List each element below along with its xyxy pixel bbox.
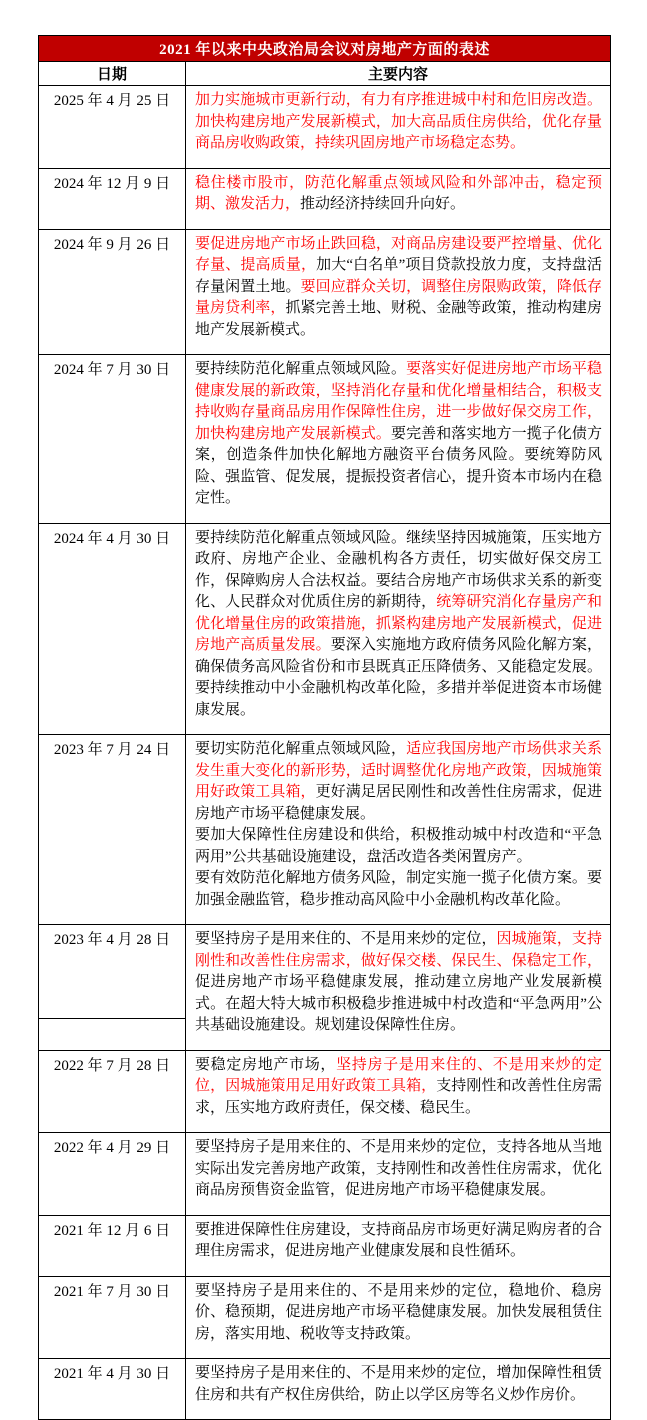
- body-text: 推动经济持续回升向好。: [300, 196, 466, 212]
- content-cell: [186, 355, 611, 524]
- column-header-row: [39, 62, 611, 86]
- content-cell: [186, 523, 611, 735]
- date-cell: 2025 年 4 月 25 日: [39, 86, 186, 169]
- content-cell: [186, 229, 611, 355]
- highlighted-text: 要回应群众关切，调整住房限购政策，降低存量房贷利率，: [195, 278, 602, 316]
- content-paragraph: [195, 1363, 602, 1406]
- content-paragraph: [195, 1220, 602, 1263]
- highlighted-text: 稳住楼市股市，防范化解重点领域风险和外部冲击，稳定预期、激发活力，: [195, 174, 603, 212]
- body-text: 要有效防范化解地方债务风险，制定实施一揽子化债方案。要加强金融监管，稳步推动高风险中小金融机构改革化险。: [195, 870, 603, 908]
- table-row: [39, 86, 611, 169]
- body-text: 要加大保障性住房建设和供给，积极推动城中村改造和“平急两用”公共基础设施建设，盘活改造各类闲置房产。: [195, 827, 603, 865]
- table-row: [39, 1359, 611, 1420]
- table-row: [39, 168, 611, 229]
- content-paragraph: [195, 90, 602, 155]
- date-cell: 2022 年 7 月 28 日: [39, 1050, 186, 1133]
- table-row: [39, 735, 611, 925]
- content-paragraph: [195, 929, 602, 1037]
- table-row: [39, 1133, 611, 1216]
- highlighted-text: 统筹研究消化存量房产和优化增量住房的政策措施，抓紧构建房地产发展新模式，促进房地产高质量发展。: [195, 594, 603, 653]
- content-paragraph: [195, 739, 602, 825]
- content-paragraph: [195, 173, 602, 216]
- body-text: 促进房地产市场平稳健康发展，推动建立房地产业发展新模式。在超大特大城市积极稳步推进城中村改造和“平急两用”公共基础设施建设。规划建设保障性住房。: [195, 974, 603, 1033]
- body-text: 要完善和落实地方一揽子化债方案，创造条件加快化解地方融资平台债务风险。要统筹防风险、强监管、促发展，提振投资者信心，提升资本市场内在稳定性。: [195, 425, 603, 506]
- date-cell: 2024 年 12 月 9 日: [39, 168, 186, 229]
- body-text: 要坚持房子是用来住的、不是用来炒的定位，: [195, 931, 497, 947]
- table-row: [39, 355, 611, 524]
- content-paragraph: [195, 1055, 602, 1120]
- highlighted-text: 加力实施城市更新行动，有力有序推进城中村和危旧房改造。加快构建房地产发展新模式，加大高品质住房供给，优化存量商品房收购政策，持续巩固房地产市场稳定态势。: [195, 92, 603, 151]
- date-cell: 2024 年 4 月 30 日: [39, 523, 186, 735]
- body-text: 要切实防范化解重点领域风险，: [195, 741, 407, 757]
- body-text: 要持续防范化解重点领域风险。继续坚持因城施策，压实地方政府、房地产企业、金融机构各方责任，切实做好保交房工作，保障购房人合法权益。要结合房地产市场供求关系的新变化、人民群众对优质住房的新期待，: [195, 529, 603, 610]
- body-text: 要稳定房地产市场，: [195, 1056, 337, 1073]
- date-cell: 2021 年 7 月 30 日: [39, 1276, 186, 1359]
- table-row: [39, 523, 611, 735]
- table-row: [39, 925, 611, 1019]
- table-row: [39, 1215, 611, 1276]
- content-cell: [186, 735, 611, 925]
- body-text: 更好满足居民刚性和改善性住房需求，促进房地产市场平稳健康发展。: [195, 784, 603, 822]
- highlighted-text: 因城施策，支持刚性和改善性住房需求，做好保交楼、保民生、保稳定工作，: [195, 931, 603, 969]
- body-text: 要坚持房子是用来住的、不是用来炒的定位，稳地价、稳房价、稳预期，促进房地产市场平稳健康发展。加快发展租赁住房，落实用地、税收等支持政策。: [195, 1282, 603, 1342]
- date-cell: 2021 年 12 月 6 日: [39, 1215, 186, 1276]
- body-text: 支持刚性和改善性住房需求，压实地方政府责任，保交楼、稳民生。: [195, 1078, 602, 1116]
- content-paragraph: [195, 825, 602, 868]
- highlighted-text: 坚持房子是用来住的、不是用来炒的定位，因城施策用足用好政策工具箱，: [195, 1056, 602, 1094]
- highlighted-text: 适应我国房地产市场供求关系发生重大变化的新形势，适时调整优化房地产政策，因城施策用好政策工具箱，: [195, 741, 603, 800]
- date-cell: 2021 年 4 月 30 日: [39, 1359, 186, 1420]
- table-row: [39, 1276, 611, 1359]
- column-header-content: 主要内容: [186, 62, 611, 86]
- body-text: 要坚持房子是用来住的、不是用来炒的定位，支持各地从当地实际出发完善房地产政策，支持刚性和改善性住房需求，优化商品房预售资金监管，促进房地产市场平稳健康发展。: [195, 1139, 603, 1198]
- highlighted-text: 要落实好促进房地产市场平稳健康发展的新政策，坚持消化存量和优化增量相结合，积极支持收购存量商品房用作保障性住房，进一步做好保交房工作，加快构建房地产发展新模式。: [195, 361, 603, 442]
- body-text: 加大“白名单”项目贷款投放力度，支持盘活存量闲置土地。: [195, 257, 602, 295]
- content-paragraph: [195, 1137, 602, 1202]
- table-row: [39, 1050, 611, 1133]
- highlighted-text: 要促进房地产市场止跌回稳，对商品房建设要严控增量、优化存量、提高质量，: [195, 235, 603, 273]
- content-cell: [186, 1215, 611, 1276]
- body-text: 要持续防范化解重点领域风险。: [195, 361, 407, 377]
- content-cell: [186, 1276, 611, 1359]
- politburo-statements-table: [38, 35, 611, 1420]
- content-cell: [186, 925, 611, 1051]
- table-title: 2021 年以来中央政治局会议对房地产方面的表述: [39, 36, 611, 62]
- body-text: 要推进保障性住房建设，支持商品房市场更好满足购房者的合理住房需求，促进房地产业健康发展和良性循环。: [195, 1221, 603, 1259]
- content-paragraph: [195, 528, 602, 722]
- content-cell: [186, 1050, 611, 1133]
- date-cell: 2024 年 9 月 26 日: [39, 229, 186, 355]
- content-paragraph: [195, 359, 602, 510]
- content-cell: [186, 1359, 611, 1420]
- content-cell: [186, 86, 611, 169]
- table-row: [39, 229, 611, 355]
- date-cell: 2022 年 4 月 29 日: [39, 1133, 186, 1216]
- date-cell-empty: [39, 1019, 186, 1050]
- date-cell: 2024 年 7 月 30 日: [39, 355, 186, 524]
- body-text: 抓紧完善土地、财税、金融等政策，推动构建房地产发展新模式。: [195, 300, 602, 338]
- content-cell: [186, 1133, 611, 1216]
- body-text: 要深入实施地方政府债务风险化解方案，确保债务高风险省份和市县既真正压降债务、又能稳定发展。要持续推动中小金融机构改革化险，多措并举促进资本市场健康发展。: [195, 637, 603, 718]
- column-header-date: 日期: [39, 62, 186, 86]
- date-cell: 2023 年 4 月 28 日: [39, 925, 186, 1019]
- content-paragraph: [195, 868, 602, 911]
- body-text: 要坚持房子是用来住的、不是用来炒的定位，增加保障性租赁住房和共有产权住房供给，防止以学区房等名义炒作房价。: [195, 1365, 603, 1403]
- table-body: [39, 86, 611, 1420]
- content-paragraph: [195, 234, 602, 342]
- table-title-row: [39, 36, 611, 62]
- date-cell: 2023 年 7 月 24 日: [39, 735, 186, 925]
- content-paragraph: [195, 1281, 602, 1346]
- content-cell: [186, 168, 611, 229]
